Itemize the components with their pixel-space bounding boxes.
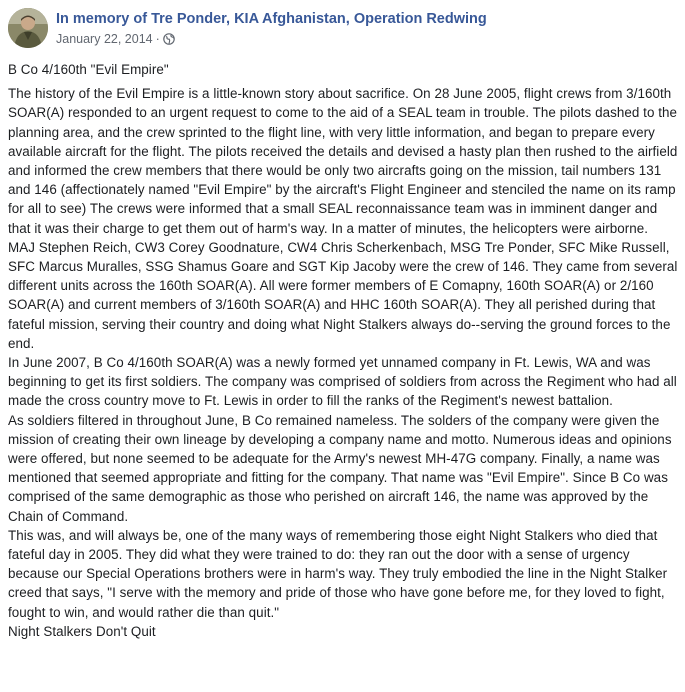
post-paragraph: As soldiers filtered in throughout June, B Co remained nameless. The solders of the company were given the mission of creating their own lineage by developing a company name and motto. Numerous ideas and opinions were offered, but none seemed to be adequate for the Army's newest MH-47G company. Finally, a name was mentioned that seemed appropriate and fitting for the company. That name was "Evil Empire". Since B Co was comprised of the same demographic as those who perished on aircraft 146, the name was approved by the Chain of Command. [8, 412, 672, 524]
post-paragraph: In June 2007, B Co 4/160th SOAR(A) was a newly formed yet unnamed company in Ft. Lewis, WA and was beginning to get its first soldiers. The company was comprised of soldiers from across the Regiment who had all made the cross country move to Ft. Lewis in order to fill the ranks of the Regiment's newest battalion. [8, 355, 677, 409]
page-name-link[interactable]: In memory of Tre Ponder, KIA Afghanistan, Operation Redwing [56, 10, 487, 27]
post-header [8, 8, 487, 48]
post-paragraph: The history of the Evil Empire is a little-known story about sacrifice. On 28 June 2005, flight crews from 3/160th SOAR(A) responded to an urgent request to come to the aid of a SEAL team in trouble. The pilots dashed to the planning area, and the crew sprinted to the flight line, with very little information, and began to prepare every available aircraft for the flight. The pilots received the details and devised a hasty plan then rushed to the airfield and informed the crew members that there would be only two aircrafts going on the mission, tail numbers 131 and 146 (affectionately named "Evil Empire" by the aircraft's Flight Engineer and stenciled the name on its ramp for all to see) The crews were informed that a small SEAL reconnaissance team was in imminent danger and that it was their charge to get them out of harm's way. In a matter of minutes, the helicopters were airborne. [8, 86, 678, 236]
post-body [8, 60, 683, 641]
post-meta [56, 10, 487, 47]
globe-icon[interactable] [163, 33, 175, 45]
post-subline [56, 31, 487, 47]
post-paragraph: This was, and will always be, one of the many ways of remembering those eight Night Stalkers who died that fateful day in 2005. They did what they were trained to do: they ran out the door with a sense of urgency because our Special Operations brothers were in harm's way. They truly embodied the line in the Night Stalker creed that says, "I serve with the memory and pride of those who have gone before me, for they loved to fight, fought to win, and would rather die than quit." [8, 527, 668, 620]
meta-separator: · [155, 31, 160, 46]
post-date-link[interactable]: January 22, 2014 [56, 31, 153, 46]
post-title: B Co 4/160th "Evil Empire" [8, 62, 169, 77]
post-paragraph: MAJ Stephen Reich, CW3 Corey Goodnature, CW4 Chris Scherkenbach, MSG Tre Ponder, SFC Mike Russell, SFC Marcus Muralles, SSG Shamus Goare and SGT Kip Jacoby were the crew of 146. They came from several different units across the 160th SOAR(A). All were former members of E Comapny, 160th SOAR(A) or 2/160 SOAR(A) and current members of 3/160th SOAR(A) and HHC 160th SOAR(A). They all perished during that fateful mission, serving their country and doing what Night Stalkers always do--serving the ground forces to the end. [8, 239, 678, 351]
profile-photo-icon[interactable] [8, 8, 48, 48]
post-closing-line: Night Stalkers Don't Quit [8, 623, 156, 639]
